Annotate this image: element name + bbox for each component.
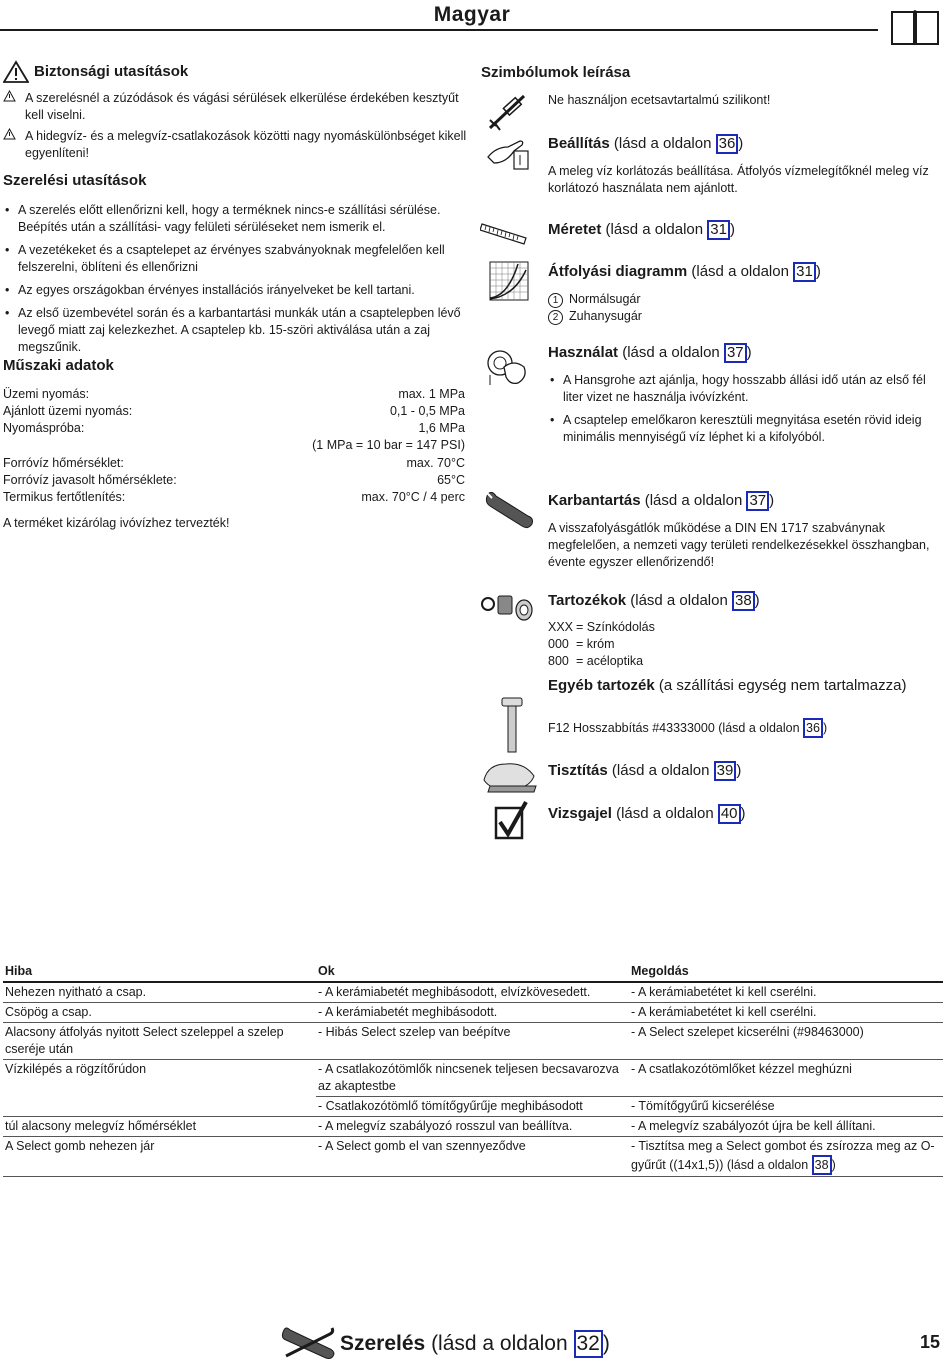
column-header: Ok	[316, 962, 629, 982]
table-row: - Csatlakozótömlő tömítőgyűrűje meghibásodott - Tömítőgyűrű kicserélése	[3, 1097, 943, 1117]
list-item: • A Hansgrohe azt ajánlja, hogy hosszabb állási idő után az első fél liter vizet ne használja ivóvízként.	[548, 372, 938, 406]
extension-item: F12 Hosszabbítás #43333000 (lásd a oldalon 36 )	[548, 718, 827, 738]
maintenance-description: A visszafolyásgátlók működése a DIN EN 1717 szabványnak megfelelően, a nemzeti vagy területi rendelkezésekkel összhangban, évente egyszer ellenőrizendő!	[548, 521, 930, 569]
other-accessories-heading: Egyéb tartozék (a szállítási egység nem tartalmazza)	[548, 677, 907, 694]
cleaning-heading: Tisztítás (lásd a oldalon 39 )	[548, 762, 742, 779]
ruler-icon	[480, 218, 528, 246]
wrench-icon	[482, 488, 536, 532]
page-ref-link[interactable]: 37	[724, 343, 747, 363]
warning-small-icon	[3, 128, 19, 162]
table-row: A Select gomb nehezen jár - A Select gomb el van szennyeződve - Tisztítsa meg a Select gombot és zsírozza meg az O-gyűrűt ((14x1,5)) (lásd a oldalon 38 )	[3, 1137, 943, 1177]
color-code-row: 000 = króm	[548, 637, 615, 651]
footer-installation-ref: Szerelés (lásd a oldalon 32 )	[340, 1330, 610, 1358]
table-row: (1 MPa = 10 bar = 147 PSI)	[312, 438, 465, 452]
book-icon	[890, 8, 940, 46]
color-code-row: 800 = acéloptika	[548, 654, 644, 668]
list-item: • A vezetékeket és a csaptelepet az érvényes szabványoknak megfelelően kell felszerelni, öblíteni és ellenőrizni	[3, 242, 468, 276]
flow-legend-item: 1 Normálsugár	[548, 291, 641, 308]
extension-rod-icon	[500, 696, 524, 754]
table-row: Forróvíz javasolt hőmérséklete: 65°C	[3, 473, 465, 487]
checkmark-icon	[494, 800, 528, 840]
header-divider	[0, 29, 878, 31]
dimensions-heading: Méretet (lásd a oldalon 31 )	[548, 221, 735, 238]
table-row: Nehezen nyitható a csap. - A kerámiabetét meghibásodott, elvízkövesedett. - A kerámiabetétet ki kell cserélni.	[3, 982, 943, 1003]
technical-title: Műszaki adatok	[3, 357, 114, 374]
usage-list	[548, 372, 938, 452]
table-row: Termikus fertőtlenítés: max. 70°C / 4 perc	[3, 490, 465, 504]
column-header: Megoldás	[629, 962, 943, 982]
page-number: 15	[920, 1332, 941, 1352]
table-row: Nyomáspróba: 1,6 MPa	[3, 421, 465, 435]
page-ref-link[interactable]: 36	[803, 718, 823, 738]
page-ref-link[interactable]: 36	[716, 134, 739, 154]
safety-section	[3, 60, 468, 162]
flow-heading: Átfolyási diagramm (lásd a oldalon 31 )	[548, 263, 821, 280]
color-code-row: XXX = Színkódolás	[548, 620, 655, 634]
page-ref-link[interactable]: 32	[574, 1330, 603, 1358]
adjust-description: A meleg víz korlátozás beállítása. Átfolyós vízmelegítőknél meleg víz korlátozó használata nem ajánlott.	[548, 164, 929, 195]
list-item: • Az egyes országokban érvényes installációs irányelveket be kell tartani.	[3, 282, 468, 299]
silicone-warning: Ne használjon ecetsavtartalmú szilikont!	[548, 93, 771, 107]
page-ref-link[interactable]: 38	[812, 1155, 832, 1175]
warning-icon	[3, 60, 29, 84]
tools-icon	[280, 1324, 336, 1364]
maintenance-heading: Karbantartás (lásd a oldalon 37 )	[548, 492, 775, 509]
assembly-section	[3, 172, 468, 362]
accessory-parts-icon	[480, 590, 540, 626]
test-mark-heading: Vizsgajel (lásd a oldalon 40 )	[548, 805, 746, 822]
flow-legend-item: 2 Zuhanysugár	[548, 308, 642, 325]
symbols-title: Szimbólumok leírása	[481, 64, 631, 81]
flow-diagram-icon	[488, 260, 530, 302]
safety-item: A szerelésnél a zúzódások és vágási sérülések elkerülése érdekében kesztyűt kell viselni.	[3, 90, 468, 124]
page-ref-link[interactable]: 39	[714, 761, 737, 781]
page-ref-link[interactable]: 31	[707, 220, 730, 240]
table-row: Vízkilépés a rögzítőrúdon - A csatlakozótömlők nincsenek teljesen becsavarozva az akaptestbe - A csatlakozótömlőket kézzel meghúzni	[3, 1060, 943, 1097]
table-row: Csöpög a csap. - A kerámiabetét meghibásodott. - A kerámiabetétet ki kell cserélni.	[3, 1003, 943, 1023]
page-ref-link[interactable]: 40	[718, 804, 741, 824]
silicone-gun-icon	[486, 92, 530, 132]
page-ref-link[interactable]: 37	[746, 491, 769, 511]
table-row: túl alacsony melegvíz hőmérséklet - A melegvíz szabályozó rosszul van beállítva. - A melegvíz szabályozót újra be kell állítani.	[3, 1117, 943, 1137]
accessories-heading: Tartozékok (lásd a oldalon 38 )	[548, 592, 760, 609]
safety-title: Biztonsági utasítások	[34, 63, 189, 80]
table-row: Üzemi nyomás: max. 1 MPa	[3, 387, 465, 401]
table-header-row	[3, 962, 943, 982]
table-row: Alacsony átfolyás nyitott Select szeleppel a szelep cseréje után - Hibás Select szelep van beépítve - A Select szelepet kicserélni (#98463000)	[3, 1023, 943, 1060]
adjust-heading: Beállítás (lásd a oldalon 36 )	[548, 135, 744, 152]
usage-hand-icon	[484, 345, 530, 387]
table-row: Ajánlott üzemi nyomás: 0,1 - 0,5 MPa	[3, 404, 465, 418]
page-ref-link[interactable]: 38	[732, 591, 755, 611]
list-item: • Az első üzembevétel során és a karbantartási munkák után a csaptelepben lévő levegő miatt zaj kelezkezhet. A csaptelep kb. 15-szöri aktiválása után a zaj megszűnik.	[3, 305, 468, 356]
assembly-title: Szerelési utasítások	[3, 172, 147, 189]
column-header: Hiba	[3, 962, 316, 982]
usage-heading: Használat (lásd a oldalon 37 )	[548, 344, 752, 361]
safety-item: A hidegvíz- és a melegvíz-csatlakozások közötti nagy nyomáskülönbséget kikell egyenlíteni!	[3, 128, 468, 162]
drinking-water-note: A terméket kizárólag ivóvízhez tervezték!	[3, 516, 230, 530]
cleaning-cloth-icon	[480, 758, 538, 794]
page-title: Magyar	[433, 3, 511, 26]
page-ref-link[interactable]: 31	[793, 262, 816, 282]
adjust-hand-icon	[486, 133, 534, 175]
table-row: Forróvíz hőmérséklet: max. 70°C	[3, 456, 465, 470]
troubleshooting-table	[3, 962, 943, 1177]
warning-small-icon	[3, 90, 19, 124]
list-item: • A szerelés előtt ellenőrizni kell, hogy a terméknek nincs-e szállítási sérülése. Beépítés után a szállítási- vagy felületi sérüléseket nem ismerik el.	[3, 202, 468, 236]
list-item: • A csaptelep emelőkaron keresztüli megnyitása esetén rövid ideig minimális mennyiségű víz léphet ki a kifolyóból.	[548, 412, 938, 446]
